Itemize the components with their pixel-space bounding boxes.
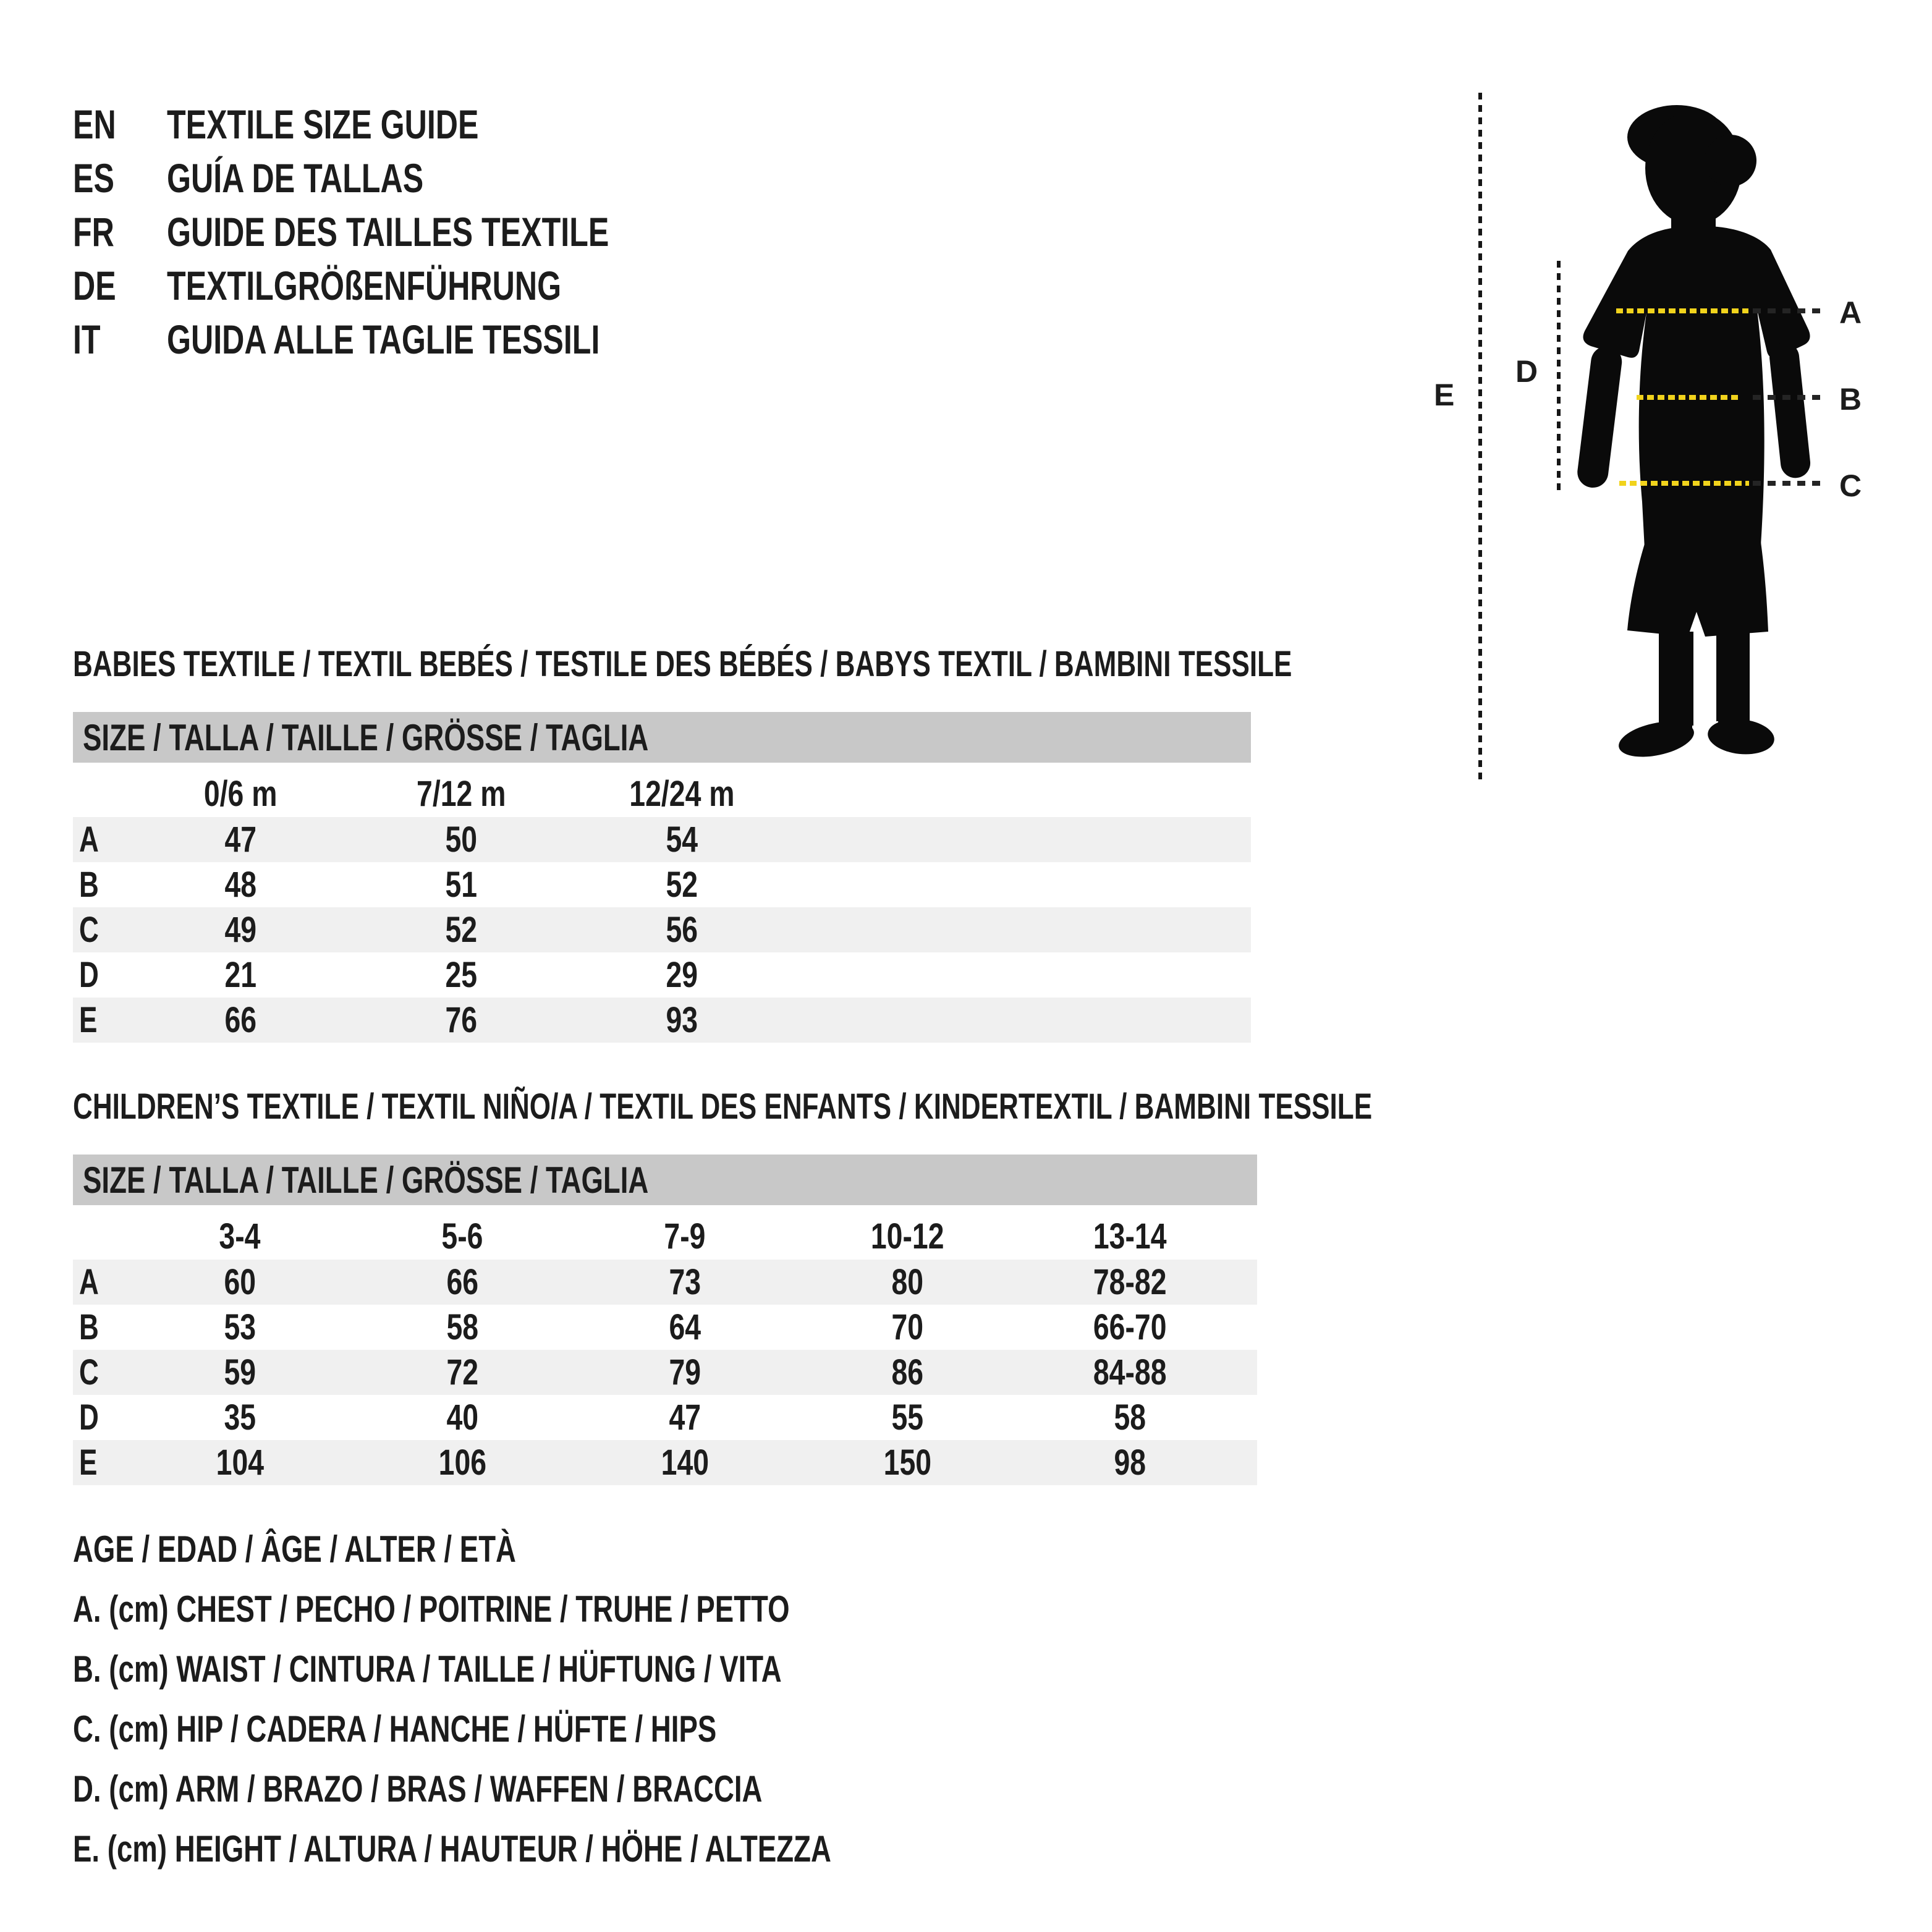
cell-value: 78-82 <box>1093 1262 1167 1302</box>
cell-value: 106 <box>438 1443 486 1483</box>
language-code-en: EN <box>73 101 116 147</box>
cell-value: 52 <box>666 865 698 905</box>
language-code-fr: FR <box>73 208 114 255</box>
waist-line-yellow <box>1637 395 1739 400</box>
cell-value: 50 <box>445 820 478 860</box>
language-title-list <box>73 97 748 366</box>
cell-value: 104 <box>216 1443 264 1483</box>
table-row <box>73 998 1251 1043</box>
row-label: D <box>79 955 99 995</box>
children-col-5-6: 5-6 <box>441 1216 483 1256</box>
measure-label-D: D <box>1515 354 1538 389</box>
page-title-it: GUIDA ALLE TAGLIE TESSILI <box>167 316 600 362</box>
cell-value: 56 <box>666 910 698 950</box>
babies-size-header-bar <box>73 712 1251 763</box>
cell-value: 84-88 <box>1093 1352 1167 1392</box>
row-label: A <box>79 1262 99 1302</box>
table-row <box>73 862 1251 907</box>
cell-value: 64 <box>669 1307 701 1347</box>
table-row <box>73 952 1251 998</box>
children-size-header-bar <box>73 1155 1257 1205</box>
legend-height: E. (cm) HEIGHT / ALTURA / HAUTEUR / HÖHE / ALTEZZA <box>73 1828 831 1870</box>
children-col-7-9: 7-9 <box>664 1216 706 1256</box>
chest-line-yellow <box>1616 308 1748 313</box>
cell-value: 79 <box>669 1352 701 1392</box>
page-title-es: GUÍA DE TALLAS <box>167 155 424 201</box>
cell-value: 80 <box>891 1262 923 1302</box>
cell-value: 49 <box>224 910 257 950</box>
cell-value: 35 <box>224 1397 256 1438</box>
cell-value: 72 <box>446 1352 478 1392</box>
cell-value: 70 <box>891 1307 923 1347</box>
cell-value: 54 <box>666 820 698 860</box>
cell-value: 21 <box>224 955 257 995</box>
cell-value: 47 <box>669 1397 701 1438</box>
measurement-legend <box>73 1519 1070 1879</box>
cell-value: 76 <box>445 1000 478 1040</box>
cell-value: 66 <box>446 1262 478 1302</box>
table-row <box>73 907 1251 952</box>
row-label: C <box>79 1352 99 1392</box>
cell-value: 140 <box>661 1443 709 1483</box>
children-column-header-row <box>73 1213 1257 1260</box>
hip-line-black <box>1753 481 1824 486</box>
page-title-fr: GUIDE DES TAILLES TEXTILE <box>167 208 609 255</box>
babies-textile-section <box>73 643 1292 1043</box>
legend-age: AGE / EDAD / ÂGE / ALTER / ETÀ <box>73 1528 516 1570</box>
cell-value: 53 <box>224 1307 256 1347</box>
row-label: C <box>79 910 99 950</box>
cell-value: 58 <box>1114 1397 1146 1438</box>
arm-measure-line-D <box>1557 261 1561 494</box>
table-row <box>73 1260 1257 1305</box>
children-col-3-4: 3-4 <box>219 1216 261 1256</box>
measure-label-B: B <box>1839 382 1862 417</box>
row-label: D <box>79 1397 99 1438</box>
language-code-it: IT <box>73 316 101 362</box>
babies-size-header: SIZE / TALLA / TAILLE / GRÖSSE / TAGLIA <box>83 716 649 758</box>
measure-label-E: E <box>1434 378 1455 412</box>
row-label: E <box>79 1443 98 1483</box>
table-row <box>73 817 1251 862</box>
row-label: E <box>79 1000 98 1040</box>
cell-value: 25 <box>445 955 478 995</box>
cell-value: 66-70 <box>1093 1307 1167 1347</box>
language-code-es: ES <box>73 155 114 201</box>
cell-value: 59 <box>224 1352 256 1392</box>
language-row-fr <box>73 205 748 258</box>
babies-col-7-12m: 7/12 m <box>417 773 506 814</box>
cell-value: 93 <box>666 1000 698 1040</box>
cell-value: 73 <box>669 1262 701 1302</box>
language-row-en <box>73 97 748 151</box>
legend-chest: A. (cm) CHEST / PECHO / POITRINE / TRUHE / PETTO <box>73 1588 790 1630</box>
legend-arm: D. (cm) ARM / BRAZO / BRAS / WAFFEN / BRACCIA <box>73 1768 763 1810</box>
cell-value: 60 <box>224 1262 256 1302</box>
cell-value: 150 <box>883 1443 931 1483</box>
cell-value: 47 <box>224 820 257 860</box>
cell-value: 40 <box>446 1397 478 1438</box>
table-row <box>73 1440 1257 1485</box>
table-row <box>73 1395 1257 1440</box>
babies-col-12-24m: 12/24 m <box>629 773 735 814</box>
child-silhouette <box>1575 99 1817 766</box>
waist-line-black <box>1753 395 1824 400</box>
cell-value: 86 <box>891 1352 923 1392</box>
children-textile-section <box>73 1085 1373 1485</box>
table-row <box>73 1350 1257 1395</box>
language-row-de <box>73 258 748 312</box>
cell-value: 98 <box>1114 1443 1146 1483</box>
chest-line-black <box>1753 308 1824 313</box>
cell-value: 51 <box>445 865 478 905</box>
measure-label-C: C <box>1839 468 1862 503</box>
babies-section-title: BABIES TEXTILE / TEXTIL BEBÉS / TESTILE DES BÉBÉS / BABYS TEXTIL / BAMBINI TESSILE <box>73 644 1292 684</box>
cell-value: 48 <box>224 865 257 905</box>
children-col-13-14: 13-14 <box>1093 1216 1167 1256</box>
language-code-de: DE <box>73 262 116 308</box>
table-row <box>73 1305 1257 1350</box>
children-col-10-12: 10-12 <box>870 1216 944 1256</box>
row-label: A <box>79 820 99 860</box>
language-row-it <box>73 312 748 366</box>
babies-column-header-row <box>73 770 1251 817</box>
measure-label-A: A <box>1839 295 1862 330</box>
row-label: B <box>79 1307 99 1347</box>
children-size-header: SIZE / TALLA / TAILLE / GRÖSSE / TAGLIA <box>83 1159 649 1201</box>
children-section-title: CHILDREN’S TEXTILE / TEXTIL NIÑO/A / TEXTIL DES ENFANTS / KINDERTEXTIL / BAMBINI TESSILE <box>73 1087 1373 1127</box>
cell-value: 29 <box>666 955 698 995</box>
legend-waist: B. (cm) WAIST / CINTURA / TAILLE / HÜFTUNG / VITA <box>73 1648 782 1690</box>
babies-size-table <box>73 770 1251 1043</box>
page-title-de: TEXTILGRÖßENFÜHRUNG <box>167 262 562 308</box>
height-measure-line-E <box>1478 93 1482 785</box>
cell-value: 52 <box>445 910 478 950</box>
language-row-es <box>73 151 748 205</box>
cell-value: 58 <box>446 1307 478 1347</box>
children-size-table <box>73 1213 1257 1485</box>
cell-value: 55 <box>891 1397 923 1438</box>
page-title-en: TEXTILE SIZE GUIDE <box>167 101 479 147</box>
legend-hip: C. (cm) HIP / CADERA / HANCHE / HÜFTE / HIPS <box>73 1708 717 1750</box>
row-label: B <box>79 865 99 905</box>
cell-value: 66 <box>224 1000 257 1040</box>
hip-line-yellow <box>1619 481 1749 486</box>
babies-col-0-6m: 0/6 m <box>204 773 278 814</box>
